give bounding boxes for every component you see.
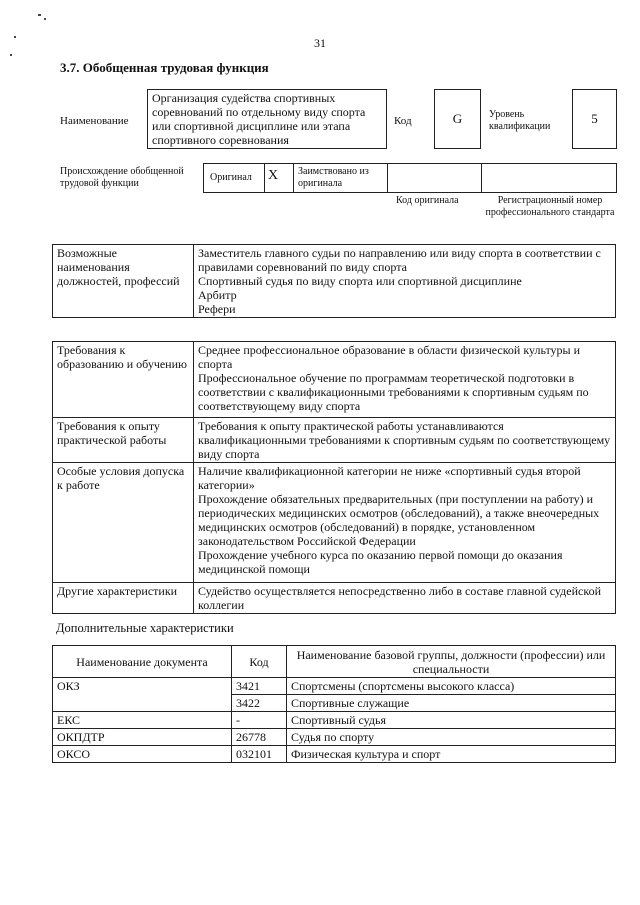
positions-label: Возможные наименования должностей, профессий [53,245,194,318]
section-title: 3.7. Обобщенная трудовая функция [60,60,269,75]
table-cell: 032101 [232,746,287,763]
additional-table [52,645,616,763]
list-item: Профессиональное обучение по программам теоретической подготовки в соответствии с квалификационными требованиями к спортивным судьям по соответствующему виду спорта [198,371,589,413]
column-header: Код [232,646,287,678]
requirements-table [52,341,616,614]
requirement-content [194,418,616,463]
list-item: Среднее профессиональное образование в области физической культуры и спорта [198,343,581,371]
requirement-content [194,342,616,418]
list-item: Заместитель главного судьи по направлению или виду спорта в соответствии с правилами соревнований по виду спорта [198,246,601,274]
name-label: Наименование [60,115,129,127]
list-item: Прохождение обязательных предварительных (при поступлении на работу) и периодических медицинских осмотров (обследований), а также внеочередных медицинских осмотров (обследований) в порядке, установленном законодательством Российской Федерации [198,492,600,548]
table-cell: Спортивные служащие [287,695,616,712]
origin-label: Происхождение обобщенной трудовой функции [60,166,184,189]
scan-mark [44,18,46,20]
table-cell: 3422 [232,695,287,712]
level-value: 5 [572,89,617,149]
table-row [53,695,616,712]
requirement-label: Другие характеристики [53,583,194,614]
level-label: Уровень квалификации [489,109,551,132]
positions-table [52,244,616,318]
list-item: Наличие квалификационной категории не ниже «спортивный судья второй категории» [198,464,581,492]
table-cell [53,695,232,712]
borrowed-label: Заимствовано из оригинала [298,166,369,189]
function-name-box [147,89,387,149]
list-item: Требования к опыту практической работы устанавливаются квалификационными требованиями к спортивным судьям по соответствующему виду спорта [198,419,611,461]
list-item: Судейство осуществляется непосредственно либо в составе главной судейской коллегии [198,584,601,612]
table-row [53,712,616,729]
requirement-label: Особые условия допуска к работе [53,463,194,583]
table-row [53,746,616,763]
positions-list [194,245,616,318]
code-value: G [434,89,481,149]
function-name: Организация судейства спортивных соревнований по отдельному виду спорта или спортивной дисциплине или этапа спортивного соревнования [152,91,366,147]
table-cell: ОКПДТР [53,729,232,746]
scan-mark [10,54,12,56]
list-item: Рефери [198,302,236,316]
origin-box [203,163,617,193]
table-cell: ОКСО [53,746,232,763]
page-number: 31 [314,36,326,50]
list-item: Спортивный судья по виду спорта или спортивной дисциплине [198,274,522,288]
table-cell: 26778 [232,729,287,746]
table-cell: 3421 [232,678,287,695]
original-mark: X [268,168,279,183]
table-row [53,678,616,695]
column-header: Наименование документа [53,646,232,678]
requirement-content [194,463,616,583]
code-label: Код [394,115,412,127]
requirement-content [194,583,616,614]
table-row [53,729,616,746]
table-cell: Спортсмены (спортсмены высокого класса) [287,678,616,695]
table-cell: Физическая культура и спорт [287,746,616,763]
column-header: Наименование базовой группы, должности (профессии) или специальности [287,646,616,678]
original-label: Оригинал [210,172,252,183]
reg-number-caption: Регистрационный номер профессионального стандарта [485,195,615,218]
table-cell: ОКЗ [53,678,232,695]
list-item: Прохождение учебного курса по оказанию первой помощи до оказания медицинской помощи [198,548,563,576]
code-original-caption: Код оригинала [396,195,459,206]
table-cell: - [232,712,287,729]
table-cell: ЕКС [53,712,232,729]
requirement-label: Требования к образованию и обучению [53,342,194,418]
requirement-label: Требования к опыту практической работы [53,418,194,463]
scan-mark [38,14,41,16]
table-cell: Судья по спорту [287,729,616,746]
additional-title: Дополнительные характеристики [56,621,234,635]
list-item: Арбитр [198,288,237,302]
table-cell: Спортивный судья [287,712,616,729]
